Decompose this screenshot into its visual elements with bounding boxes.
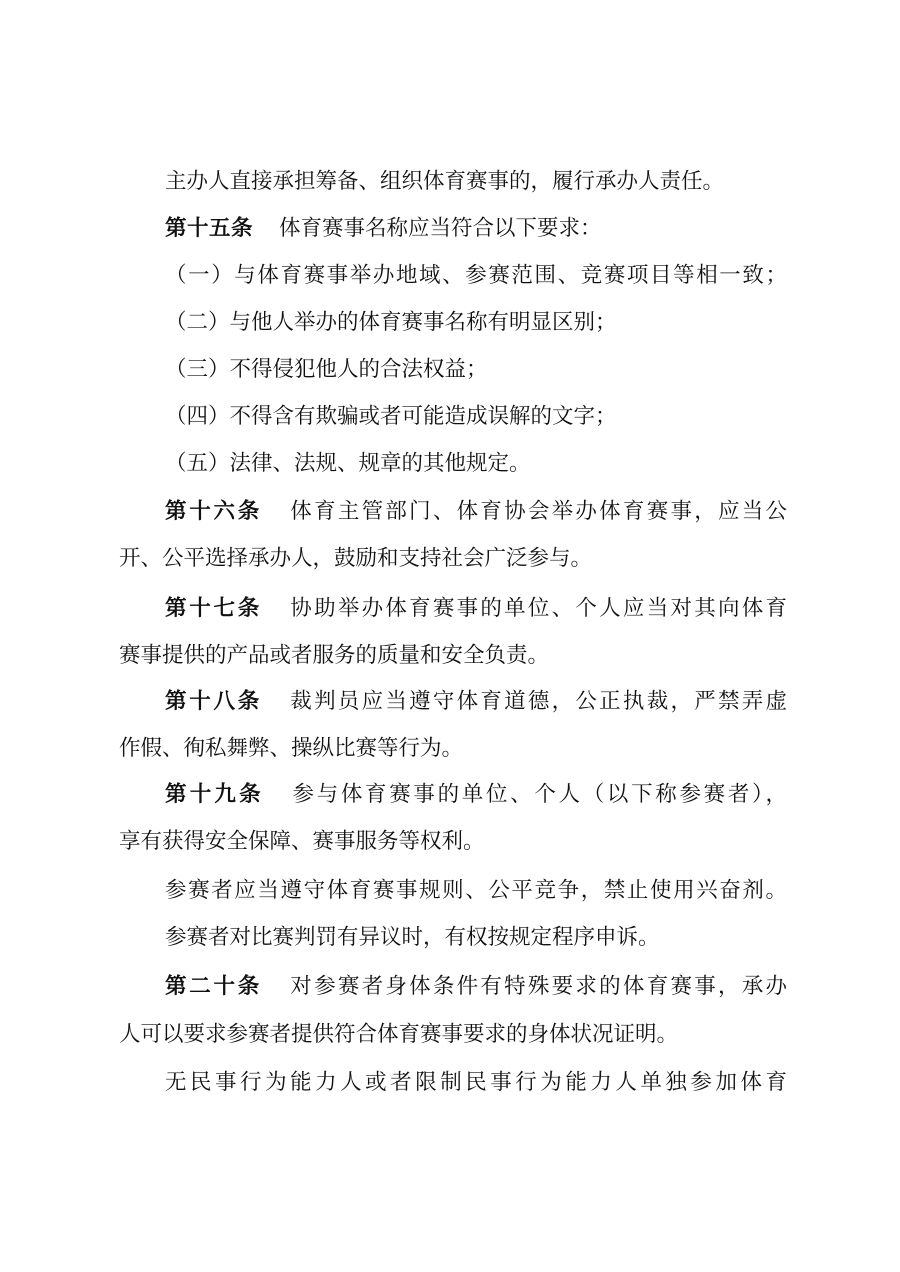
list-item-text: （二）与他人举办的体育赛事名称有明显区别； xyxy=(165,310,617,335)
article-line xyxy=(165,489,787,535)
article-line xyxy=(165,206,787,252)
article-line xyxy=(165,586,787,632)
article-number: 第十八条 xyxy=(165,689,263,714)
article-text: 裁判员应当遵守体育道德，公正执裁，严禁弄虚 xyxy=(288,689,787,714)
article-continuation-text: 赛事提供的产品或者服务的质量和安全负责。 xyxy=(119,643,550,668)
paragraph-line xyxy=(165,915,787,961)
article-text: 体育赛事名称应当符合以下要求： xyxy=(279,216,602,241)
article-text: 对参赛者身体条件有特殊要求的体育赛事，承办 xyxy=(288,974,787,999)
article-number: 第十五条 xyxy=(165,216,254,241)
list-item xyxy=(165,300,787,346)
article-line xyxy=(165,772,787,818)
paragraph-text: 参赛者应当遵守体育赛事规则、公平竞争，禁止使用兴奋剂。 xyxy=(165,878,787,903)
paragraph-text: 无民事行为能力人或者限制民事行为能力人单独参加体育 xyxy=(165,1070,787,1095)
article-continuation xyxy=(119,536,787,582)
article-continuation-text: 享有获得安全保障、赛事服务等权利。 xyxy=(119,829,485,854)
article-number: 第十六条 xyxy=(165,499,263,524)
article-line xyxy=(165,679,787,725)
article-continuation xyxy=(119,819,787,865)
list-item xyxy=(165,441,787,487)
article-continuation-text: 人可以要求参赛者提供符合体育赛事要求的身体状况证明。 xyxy=(119,1022,679,1047)
article-text: 体育主管部门、体育协会举办体育赛事，应当公 xyxy=(288,499,787,524)
article-continuation xyxy=(119,633,787,679)
list-item xyxy=(165,394,787,440)
article-continuation xyxy=(119,1012,787,1058)
paragraph-text: 参赛者对比赛判罚有异议时，有权按规定程序申诉。 xyxy=(165,925,660,950)
paragraph-line xyxy=(165,868,787,914)
list-item-text: （一）与体育赛事举办地域、参赛范围、竞赛项目等相一致； xyxy=(165,263,787,288)
paragraph-line xyxy=(165,1060,787,1106)
article-number: 第二十条 xyxy=(165,974,263,999)
paragraph-line xyxy=(165,159,787,205)
article-number: 第十九条 xyxy=(165,782,264,807)
article-text: 协助举办体育赛事的单位、个人应当对其向体育 xyxy=(288,596,787,621)
article-continuation xyxy=(119,726,787,772)
list-item-text: （三）不得侵犯他人的合法权益； xyxy=(165,357,488,382)
list-item-text: （五）法律、法规、规章的其他规定。 xyxy=(165,451,531,476)
article-text: 参与体育赛事的单位、个人（以下称参赛者）， xyxy=(289,782,787,807)
article-continuation-text: 开、公平选择承办人，鼓励和支持社会广泛参与。 xyxy=(119,546,593,571)
list-item xyxy=(165,347,787,393)
article-line xyxy=(165,964,787,1010)
paragraph-text: 主办人直接承担筹备、组织体育赛事的，履行承办人责任。 xyxy=(165,169,725,194)
list-item xyxy=(165,253,787,299)
article-number: 第十七条 xyxy=(165,596,263,621)
article-continuation-text: 作假、徇私舞弊、操纵比赛等行为。 xyxy=(119,736,464,761)
list-item-text: （四）不得含有欺骗或者可能造成误解的文字； xyxy=(165,404,617,429)
